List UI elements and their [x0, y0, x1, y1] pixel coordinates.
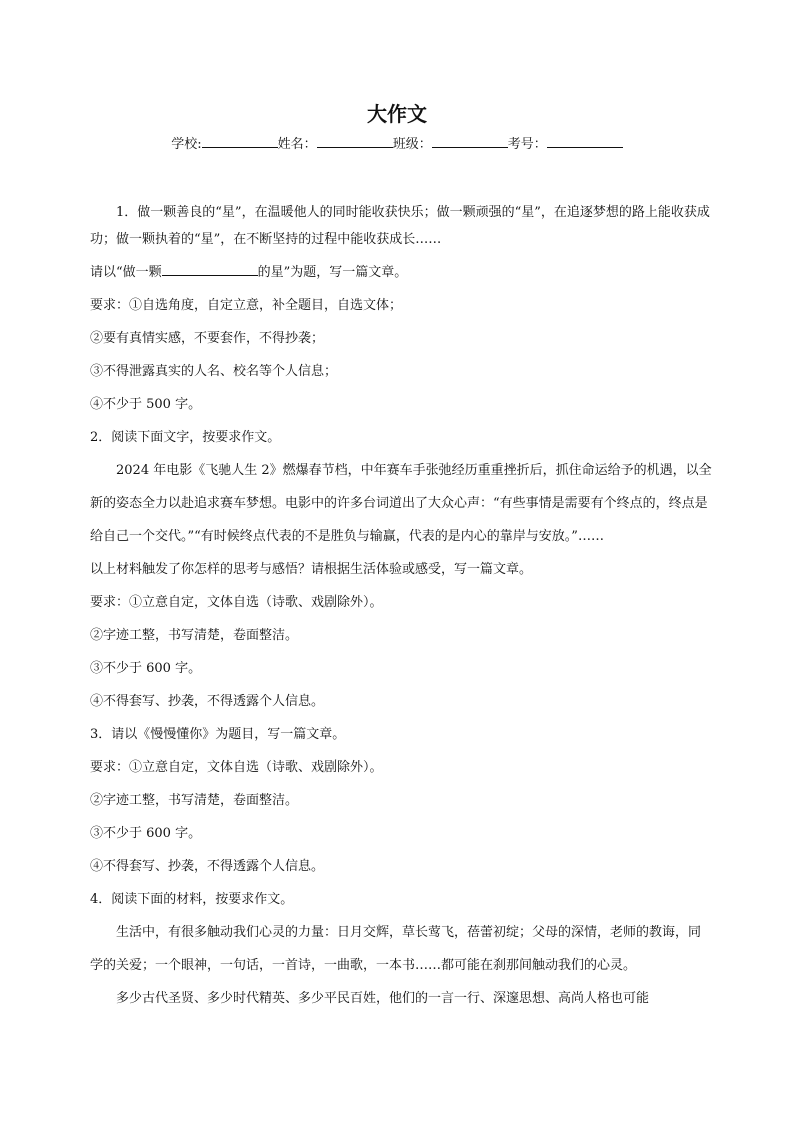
q3-heading: 3．请以《慢慢懂你》为题目，写一篇文章。 — [90, 727, 346, 742]
q4-para1: 生活中，有很多触动我们心灵的力量：日月交辉，草长莺飞，蓓蕾初绽；父母的深情，老师的教诲，同学的关爱；一个眼神，一句话，一首诗，一曲歌，一本书……都可能在刹那间触动我们的心灵。 — [90, 925, 702, 973]
q3-req2: ②字迹工整，书写清楚，卷面整洁。 — [90, 793, 299, 808]
q3-req1: 要求：①立意自定，文体自选（诗歌、戏剧除外）。 — [90, 760, 383, 775]
name-blank[interactable] — [317, 135, 393, 148]
name-label: 姓名： — [277, 137, 317, 152]
school-blank[interactable] — [202, 135, 278, 148]
q2-req4: ④不得套写、抄袭，不得透露个人信息。 — [90, 694, 325, 709]
q2-req2: ②字迹工整，书写清楚，卷面整洁。 — [90, 628, 299, 643]
q1-prompt-after: 的星”为题，写一篇文章。 — [257, 265, 408, 280]
q2-material: 2024 年电影《飞驰人生 2》燃爆春节档，中年赛车手张弛经历重重挫折后，抓住命运给予的机遇，以全新的姿态全力以赴追求赛车梦想。电影中的许多台词道出了大众心声：“有些事情是需要有个终点的，终点是给自己一个交代。”“有时候终点代表的不是胜负与输赢，代表的是内心的靠岸与安放。”…… — [90, 463, 712, 544]
student-info-line — [0, 133, 794, 152]
q1-req2: ②要有真情实感，不要套作，不得抄袭； — [90, 331, 325, 346]
q1-req1: 要求：①自选角度，自定立意，补全题目，自选文体； — [90, 298, 403, 313]
exam-no-label: 考号： — [507, 137, 547, 152]
q1-title-blank[interactable] — [162, 263, 258, 276]
q3-req4: ④不得套写、抄袭，不得透露个人信息。 — [90, 859, 325, 874]
q4-heading: 4．阅读下面的材料，按要求作文。 — [90, 892, 294, 907]
class-label: 班级： — [392, 137, 432, 152]
q2-prompt: 以上材料触发了你怎样的思考与感悟？请根据生活体验或感受，写一篇文章。 — [90, 562, 533, 577]
q1-prompt-before: 请以“做一颗 — [90, 265, 162, 280]
class-blank[interactable] — [432, 135, 508, 148]
exam-no-blank[interactable] — [547, 135, 623, 148]
page-title: 大作文 — [367, 102, 427, 126]
q4-para2: 多少古代圣贤、多少时代精英、多少平民百姓，他们的一言一行、深邃思想、高尚人格也可能 — [116, 991, 650, 1006]
q3-req3: ③不少于 600 字。 — [90, 826, 202, 841]
q2-heading: 2．阅读下面文字，按要求作文。 — [90, 430, 281, 445]
questions-content — [90, 199, 712, 1015]
q1-req4: ④不少于 500 字。 — [90, 397, 202, 412]
q1-prompt — [90, 256, 712, 289]
q1-intro: 1．做一颗善良的“星”，在温暖他人的同时能收获快乐；做一颗顽强的“星”，在追逐梦想的路上能收获成功；做一颗执着的“星”，在不断坚持的过程中能收获成长…… — [90, 205, 710, 247]
q2-req1: 要求：①立意自定，文体自选（诗歌、戏剧除外）。 — [90, 595, 383, 610]
q2-req3: ③不少于 600 字。 — [90, 661, 202, 676]
q1-req3: ③不得泄露真实的人名、校名等个人信息； — [90, 364, 338, 379]
school-label: 学校: — [171, 137, 202, 152]
